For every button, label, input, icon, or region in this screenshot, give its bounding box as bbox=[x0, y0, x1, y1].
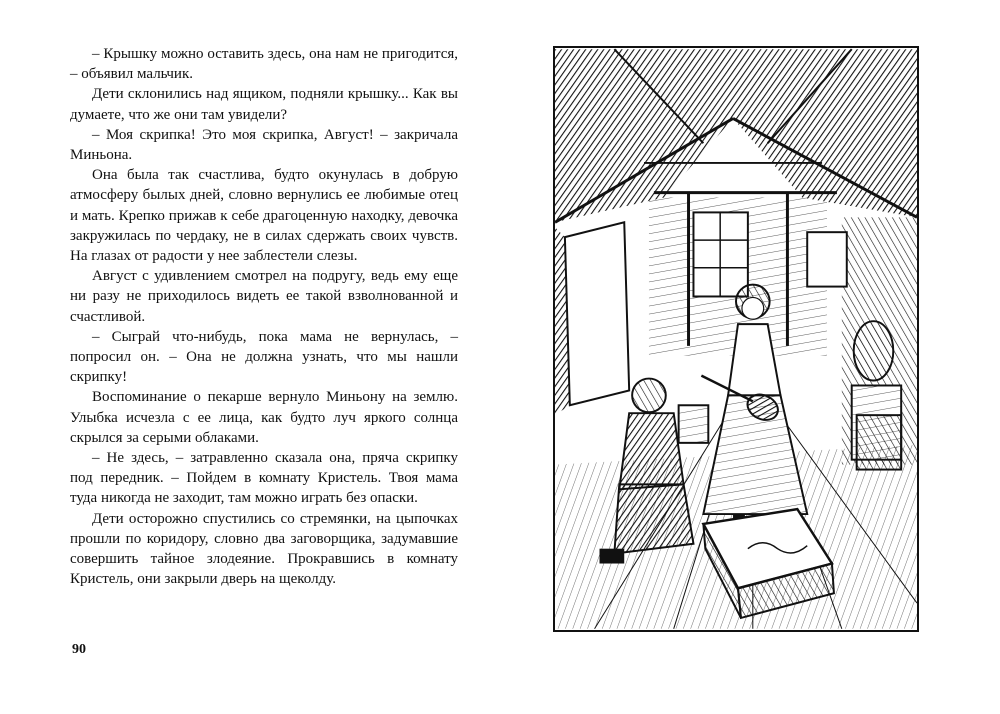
paragraph: – Крышку можно оставить здесь, она нам не пригодится, – объявил мальчик. bbox=[70, 46, 458, 83]
open-door bbox=[555, 222, 629, 415]
paragraph: Август с удивлением смотрел на подругу, ведь ему еще ни разу не приходилось видеть ее такой взволнованной и счастливой. bbox=[70, 268, 458, 325]
paragraph: – Не здесь, – затравленно сказала она, пряча скрипку под передник. – Пойдем в комнату Кристель. Твоя мама туда никогда не заходит, там можно играть без опаски. bbox=[70, 450, 458, 507]
birdcage bbox=[679, 405, 709, 443]
roof-beams bbox=[555, 49, 917, 222]
paragraph: Дети осторожно спустились со стремянки, на цыпочках прошли по коридору, словно два заговорщика, задумавшие совершить тайное злодеяние. Прокравшись в комнату Кристель, они закрыли дверь на щеколду. bbox=[70, 510, 458, 588]
paragraph: – Моя скрипка! Это моя скрипка, Август! – закричала Миньона. bbox=[70, 126, 458, 164]
paragraph: Дети склонились над ящиком, подняли крышку... Как вы думаете, что же они там увидели? bbox=[70, 86, 458, 123]
stacked-chair bbox=[807, 232, 847, 286]
basket bbox=[857, 415, 902, 469]
paragraph: – Сыграй что-нибудь, пока мама не вернулась, – попросил он. – Она не должна узнать, что мы нашли скрипку! bbox=[70, 328, 458, 386]
paragraph: Воспоминание о пекарше вернуло Миньону на землю. Улыбка исчезла с ее лица, как будто луч яркого солнца скрылся за серыми облаками. bbox=[70, 389, 458, 446]
attic-scene-drawing bbox=[555, 48, 917, 630]
paragraph: Она была так счастлива, будто окунулась в добрую атмосферу былых дней, словно вернулись ее любимые отец и мать. Крепко прижав к себе драгоценную находку, девочка закружилась по чердаку, не в силах сдержать своих чувств. На глазах от радости у нее заблестели слезы. bbox=[70, 167, 458, 265]
page-number: 90 bbox=[72, 642, 86, 657]
illustration bbox=[553, 46, 919, 632]
attic-window bbox=[693, 212, 747, 296]
left-page bbox=[70, 44, 458, 589]
